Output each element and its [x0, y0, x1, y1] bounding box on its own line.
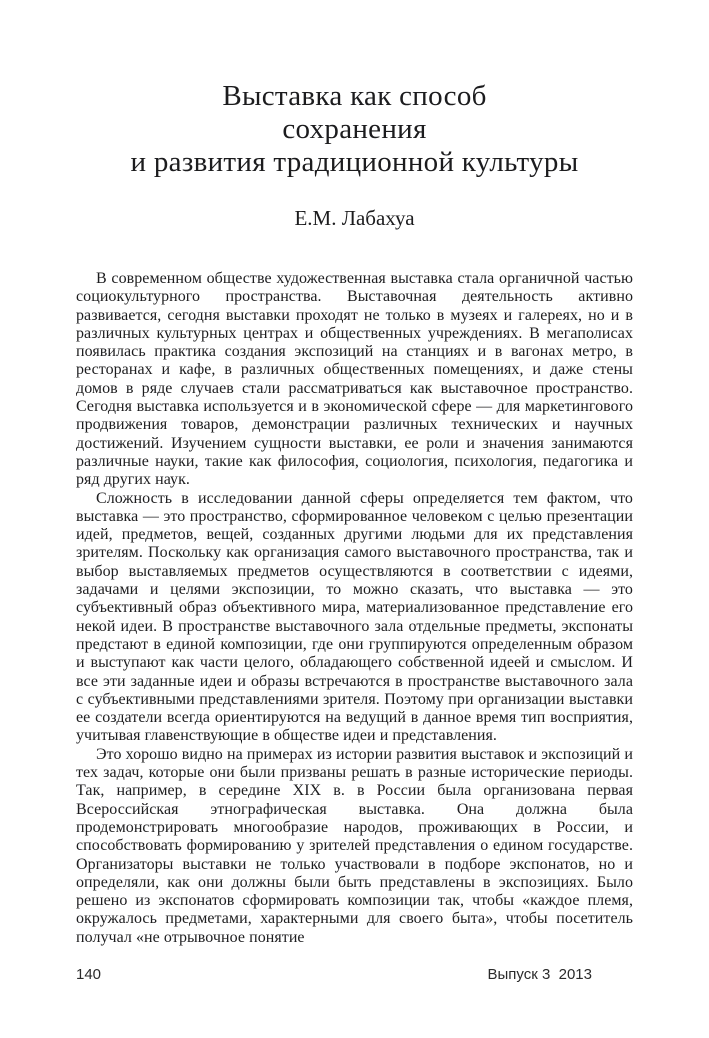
article-title — [76, 80, 633, 179]
article-title-line-1: Выставка как способ — [222, 80, 487, 112]
paragraph-2: Сложность в исследовании данной сферы определяется тем фактом, что выставка — это пространство, сформированное человеком с целью презентации идей, предметов, вещей, созданных другими людьми для их представления зрителям. Поскольку как организация самого выставочного пространства, так и выбор выставляемых предметов осуществляются в соответствии с идеями, задачами и целями экспозиции, то можно сказать, что выставка — это субъективный образ объективного мира, материализованное представление его некой идеи. В пространстве выставочного зала отдельные предметы, экспонаты предстают в единой композиции, где они группируются определенным образом и выступают как части целого, обладающего собственной идеей и смыслом. И все эти заданные идеи и образы встречаются в пространстве выставочного зала с субъективными представлениями зрителя. Поэтому при организации выставки ее создатели всегда ориентируются на ведущий в данное время тип восприятия, учитывая главенствующие в обществе идеи и представления. — [76, 489, 633, 745]
article-body — [76, 270, 633, 947]
article-title-line-2: сохранения — [282, 113, 427, 145]
page-number: 140 — [76, 966, 102, 983]
article-title-line-3: и развития традиционной культуры — [130, 146, 579, 178]
paragraph-1: В современном обществе художественная выставка стала органичной частью социокультурного пространства. Выставочная деятельность активно развивается, сегодня выставки проходят не только в музеях и галереях, но и в различных культурных центрах и общественных учреждениях. В мегаполисах появилась практика создания экспозиций на станциях и в вагонах метро, в ресторанах и кафе, в различных общественных помещениях, и даже стены домов в ряде случаев стали рассматриваться как выставочное пространство. Сегодня выставка используется и в экономической сфере — для маркетингового продвижения товаров, демонстрации различных технических и научных достижений. Изучением сущности выставки, ее роли и значения занимаются различные науки, такие как философия, социология, психология, педагогика и ряд других наук. — [76, 270, 633, 489]
page-footer — [0, 966, 709, 983]
author-name: Е.М. Лабахуа — [294, 206, 415, 230]
issue-label: Выпуск 3 2013 — [487, 966, 592, 983]
paragraph-3: Это хорошо видно на примерах из истории развития выставок и экспозиций и тех задач, которые они были призваны решать в разные исторические периоды. Так, например, в середине XIX в. в России была организована первая Всероссийская этнографическая выставка. Она должна была продемонстрировать многообразие народов, проживающих в России, и способствовать формированию у зрителей представления о едином государстве. Организаторы выставки не только участвовали в подборе экспонатов, но и определяли, как они должны были быть представлены в экспозициях. Было решено из экспонатов сформировать композиции так, чтобы «каждое племя, окружалось предметами, характерными для своего быта», чтобы посетитель получал «не отрывочное понятие — [76, 745, 633, 946]
